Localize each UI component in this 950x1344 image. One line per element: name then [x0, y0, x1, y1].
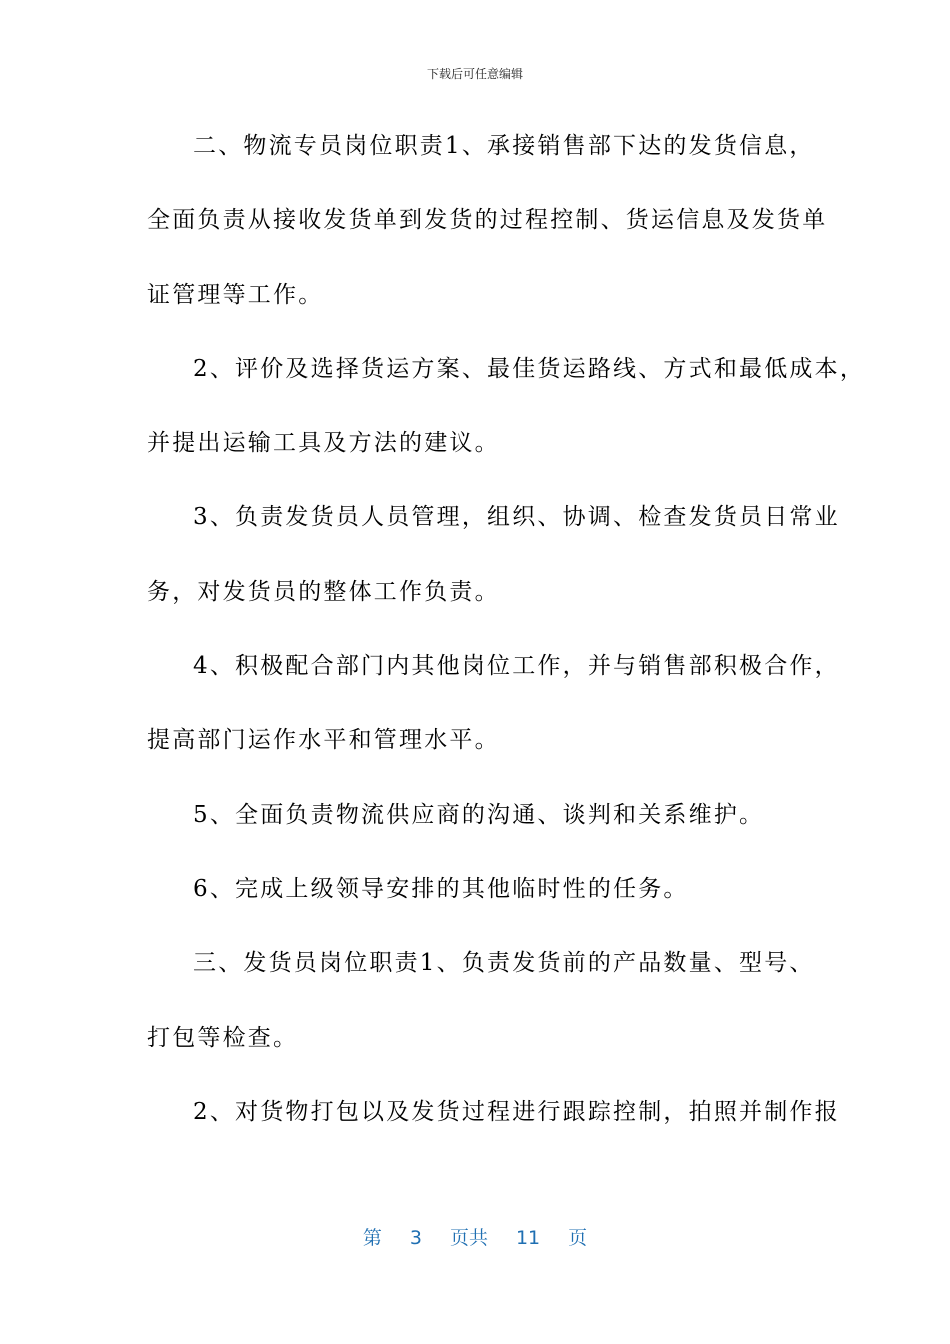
paragraph-line: 5、全面负责物流供应商的沟通、谈判和关系维护。 — [193, 801, 765, 828]
paragraph-line: 三、发货员岗位职责1、负责发货前的产品数量、型号、 — [193, 950, 815, 977]
paragraph-line: 证管理等工作。 — [147, 281, 324, 308]
document-body — [147, 126, 866, 1166]
paragraph-line: 并提出运输工具及方法的建议。 — [147, 430, 500, 457]
paragraph-line: 2、评价及选择货运方案、最佳货运路线、方式和最低成本， — [193, 355, 866, 382]
page-footer — [0, 1226, 950, 1250]
footer-suffix: 页 — [568, 1227, 588, 1249]
paragraph-line: 全面负责从接收发货单到发货的过程控制、货运信息及发货单 — [147, 207, 828, 234]
paragraph-line: 6、完成上级领导安排的其他临时性的任务。 — [193, 875, 689, 902]
page-header-note: 下载后可任意编辑 — [426, 67, 523, 81]
paragraph-line: 4、积极配合部门内其他岗位工作，并与销售部积极合作， — [193, 653, 840, 680]
paragraph-line: 务，对发货员的整体工作负责。 — [147, 578, 500, 605]
paragraph-line: 2、对货物打包以及发货过程进行跟踪控制，拍照并制作报 — [193, 1098, 840, 1125]
footer-prefix: 第 — [362, 1227, 382, 1249]
paragraph-line: 打包等检查。 — [147, 1024, 299, 1051]
total-pages-number: 11 — [515, 1227, 541, 1249]
paragraph-line: 提高部门运作水平和管理水平。 — [147, 727, 500, 754]
paragraph-line: 3、负责发货员人员管理，组织、协调、检查发货员日常业 — [193, 504, 840, 531]
footer-middle: 页共 — [449, 1227, 488, 1249]
current-page-number: 3 — [409, 1227, 422, 1249]
paragraph-line: 二、物流专员岗位职责1、承接销售部下达的发货信息， — [193, 133, 815, 159]
